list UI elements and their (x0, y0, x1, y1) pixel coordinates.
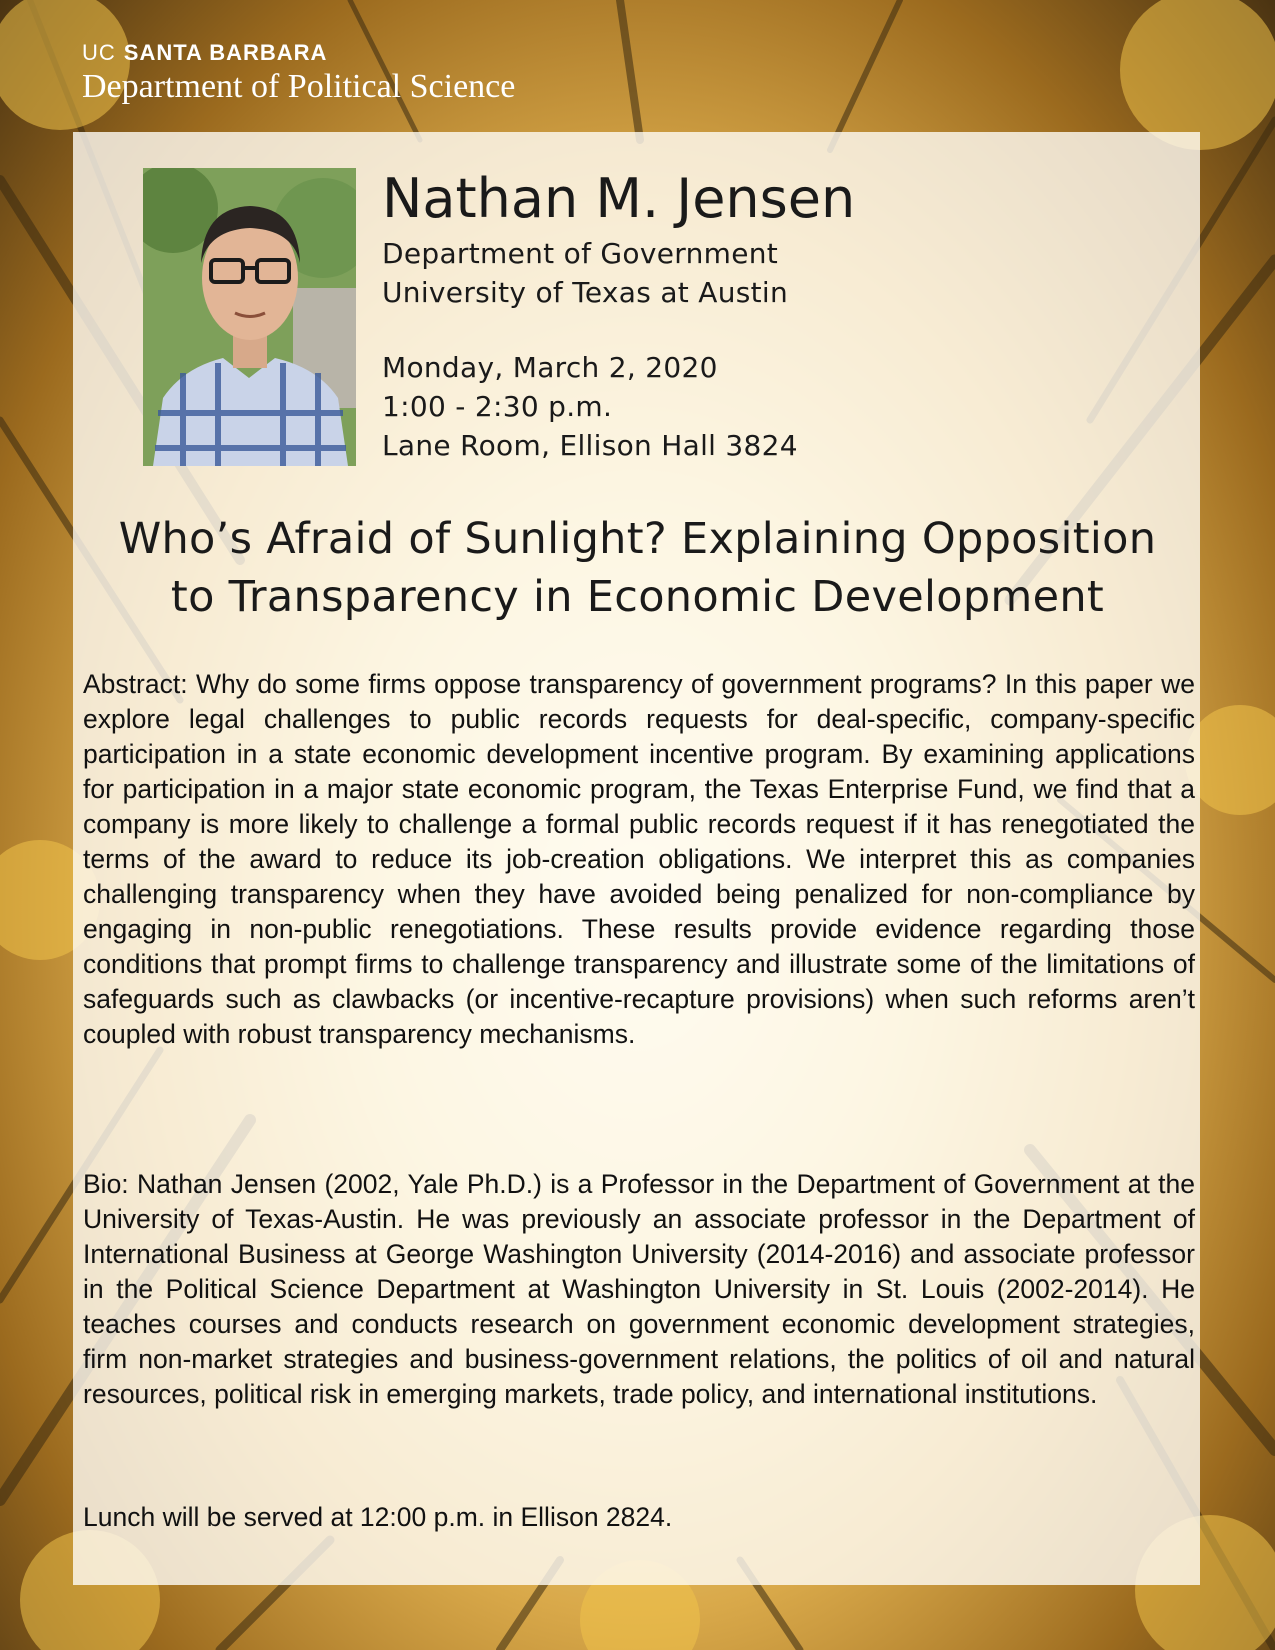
event-location: Lane Room, Ellison Hall 3824 (382, 429, 798, 462)
speaker-photo (143, 168, 356, 466)
abstract-paragraph: Abstract: Why do some firms oppose transparency of government programs? In this paper we explore legal challenges to public records requests for deal-specific, company-specific participation in a state economic development incentive program. By examining applications for participation in a major state economic program, the Texas Enterprise Fund, we find that a company is more likely to challenge a formal public records request if it has renegotiated the terms of the award to reduce its job-creation obligations. We interpret this as companies challenging transparency when they have avoided being penalized for non-compliance by engaging in non-public renegotiations. These results provide evidence regarding those conditions that prompt firms to challenge transparency and illustrate some of the limitations of safeguards such as clawbacks (or incentive-recapture provisions) when such reforms aren’t coupled with robust transparency mechanisms. (83, 669, 1195, 1049)
speaker-info (382, 168, 855, 465)
bio-paragraph: Bio: Nathan Jensen (2002, Yale Ph.D.) is a Professor in the Department of Government at the University of Texas-Austin. He was previously an associate professor in the Department of International Business at George Washington University (2014-2016) and associate professor in the Political Science Department at Washington University in St. Louis (2002-2014). He teaches courses and conducts research on government economic development strategies, firm non-market strategies and business-government relations, the politics of oil and natural resources, political risk in emerging markets, trade policy, and international institutions. (83, 1169, 1195, 1409)
speaker-name: Nathan M. Jensen (382, 167, 856, 230)
speaker-university: University of Texas at Austin (382, 276, 789, 309)
header-logo (82, 40, 515, 106)
event-time: 1:00 - 2:30 p.m. (382, 390, 613, 423)
lunch-note: Lunch will be served at 12:00 p.m. in Ellison 2824. (83, 1502, 673, 1532)
logo-campus: SANTA BARBARA (123, 40, 328, 65)
event-date: Monday, March 2, 2020 (382, 351, 718, 384)
speaker-department: Department of Government (382, 237, 779, 270)
logo-department: Department of Political Science (82, 68, 516, 105)
logo-uc: UC (82, 40, 116, 65)
talk-title (80, 510, 1195, 626)
talk-title-line2: to Transparency in Economic Development (170, 572, 1105, 622)
talk-title-line1: Who’s Afraid of Sunlight? Explaining Opposition (118, 514, 1157, 564)
